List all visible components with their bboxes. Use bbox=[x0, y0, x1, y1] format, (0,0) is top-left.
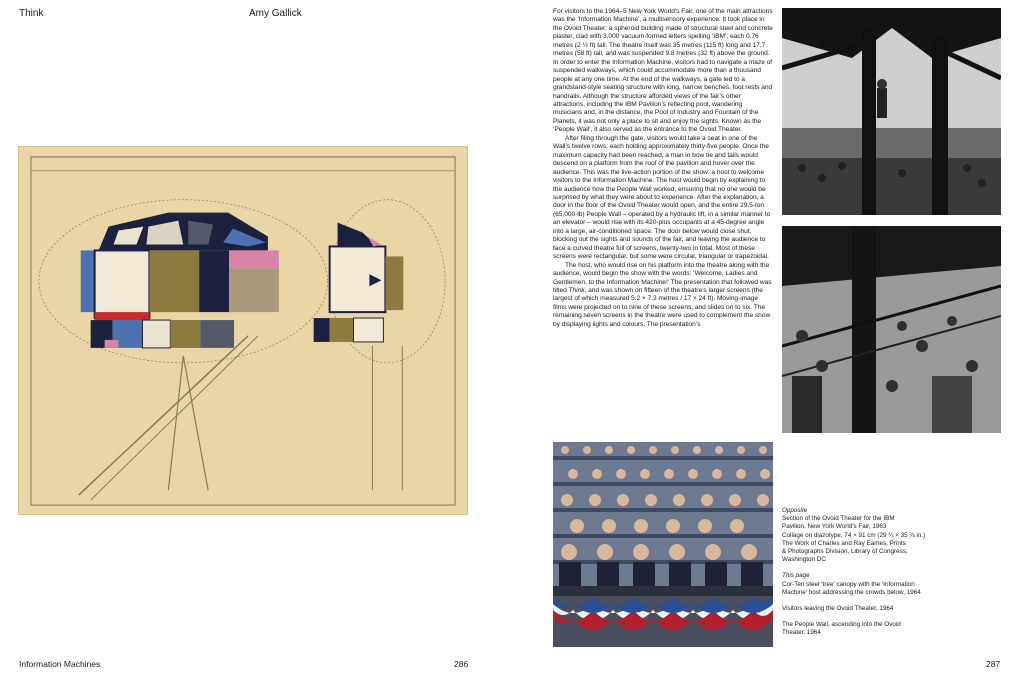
caption-line: The People Wall, ascending into the Ovoid bbox=[782, 621, 901, 629]
caption-visitors: Visitors leaving the Ovoid Theater, 1964 bbox=[782, 605, 894, 613]
paragraph-1: For visitors to the 1964–5 New York World’s Fair, one of the main attractions was the ‘Information Machine’, a multisensory experience. It took place in the Ovoid Theater: a spheroid building made of structural steel and concrete plaster, clad with 3,000 vacuum-formed letters spelling ‘IBM’, each 0.76 metres (2 ½ ft) tall. The theatre itself was 35 metres (115 ft) long and 17.7 metres (58 ft) tall, and was suspended 9.8 metres (32 ft) above the ground. In order to enter the Information Machine, visitors had to navigate a maze of suspended walkways, which could accommodate more than a thousand people at any one time. At the end of the walkways, a gate led to a grandstand-style seating structure with long, narrow benches, foot rests and handrails. Although the structure afforded views of the fair’s other attractions, including the IBM Pavilion’s reflecting pool, wandering musicians and, in the distance, the Pool of Industry and Fountain of the Planets, it was not only a place to sit and enjoy the sights. Known as the ‘People Wall’, it also served as the entrance to the Ovoid Theater. bbox=[553, 8, 773, 134]
body-text bbox=[553, 8, 773, 438]
caption-line: Pavilion, New York World’s Fair, 1963 bbox=[782, 523, 887, 531]
caption-line: & Photographs Division, Library of Congress, bbox=[782, 548, 908, 556]
page-number-left: 286 bbox=[454, 659, 469, 669]
visitors-leaving-photo bbox=[782, 226, 1001, 433]
paragraph-3 bbox=[553, 262, 773, 330]
caption-line: Collage on diazotype, 74 × 91 cm (29 ¼ × 35 ⅞ in.) bbox=[782, 531, 926, 539]
paragraph-3-start: The host, who would rise on his platform into the theatre along with the audience, would begin the show with the words: ‘Welcome, Ladies and Gentlemen, to the Information Machine!’ The presentation that followed was titled bbox=[553, 261, 772, 294]
caption-line: Machine’ host addressing the crowds below, 1964 bbox=[782, 588, 921, 596]
caption-label-this-page: This page bbox=[782, 572, 810, 580]
running-head-title: Think bbox=[19, 8, 44, 19]
title-think: Think bbox=[568, 286, 585, 294]
canopy-host-photo bbox=[782, 8, 1001, 215]
caption-label-opposite: Opposite bbox=[782, 507, 808, 514]
paragraph-3-end: , and was shown on fifteen of the theatre’s larger screens (the largest of which measured 5.2 × 7.3 metres / 17 × 24 ft). Moving-image films were projected on to nine of these screens, and slides on to six. The remaining seven screens in the theatre were used to complement the show by displaying lights and colours. The presentation’s bbox=[553, 286, 771, 328]
running-foot-section: Information Machines bbox=[19, 659, 101, 669]
paragraph-2: After filing through the gate, visitors would take a seat in one of the Wall’s twelve rows, each holding approximately thirty-five people. Once the maximum capacity had been reached, a man in bow tie and tails would descend on a platform from the roof of the pavilion and hover over the audience. This was the live-action portion of the show: a host to welcome visitors to the Information Machine. The host would begin by explaining to the audience how the People Wall worked, ensuring that no one would be surprised by what they were about to experience. After the explanation, a door in the floor of the Ovoid Theater would open, and the entire 29.5-ton (65,000-lb) People Wall – operated by a hydraulic lift, in a similar manner to an elevator – would rise with its 420-plus occupants at a 45-degree angle into a large, air-conditioned space. The door below would close shut, blocking out the sights and sounds of the fair, and leaving the audience to face a curved theatre full of screens, twenty-two in total. Most of these screens were rectangular, but some were circular, triangular or trapezoidal. bbox=[553, 134, 771, 261]
ovoid-theater-section-drawing bbox=[18, 146, 468, 515]
caption-line: The Work of Charles and Ray Eames, Prints bbox=[782, 539, 906, 547]
caption-line: Washington DC bbox=[782, 556, 826, 564]
captions bbox=[782, 507, 1007, 638]
caption-line: Theater, 1964 bbox=[782, 629, 821, 637]
caption-line: Cor-Ten steel ‘tree’ canopy with the ‘Information bbox=[782, 580, 915, 588]
running-head-author: Amy Gallick bbox=[249, 8, 302, 19]
people-wall-photo bbox=[553, 442, 773, 647]
page-number-right: 287 bbox=[986, 659, 1001, 669]
caption-line: Section of the Ovoid Theater for the IBM bbox=[782, 515, 895, 523]
